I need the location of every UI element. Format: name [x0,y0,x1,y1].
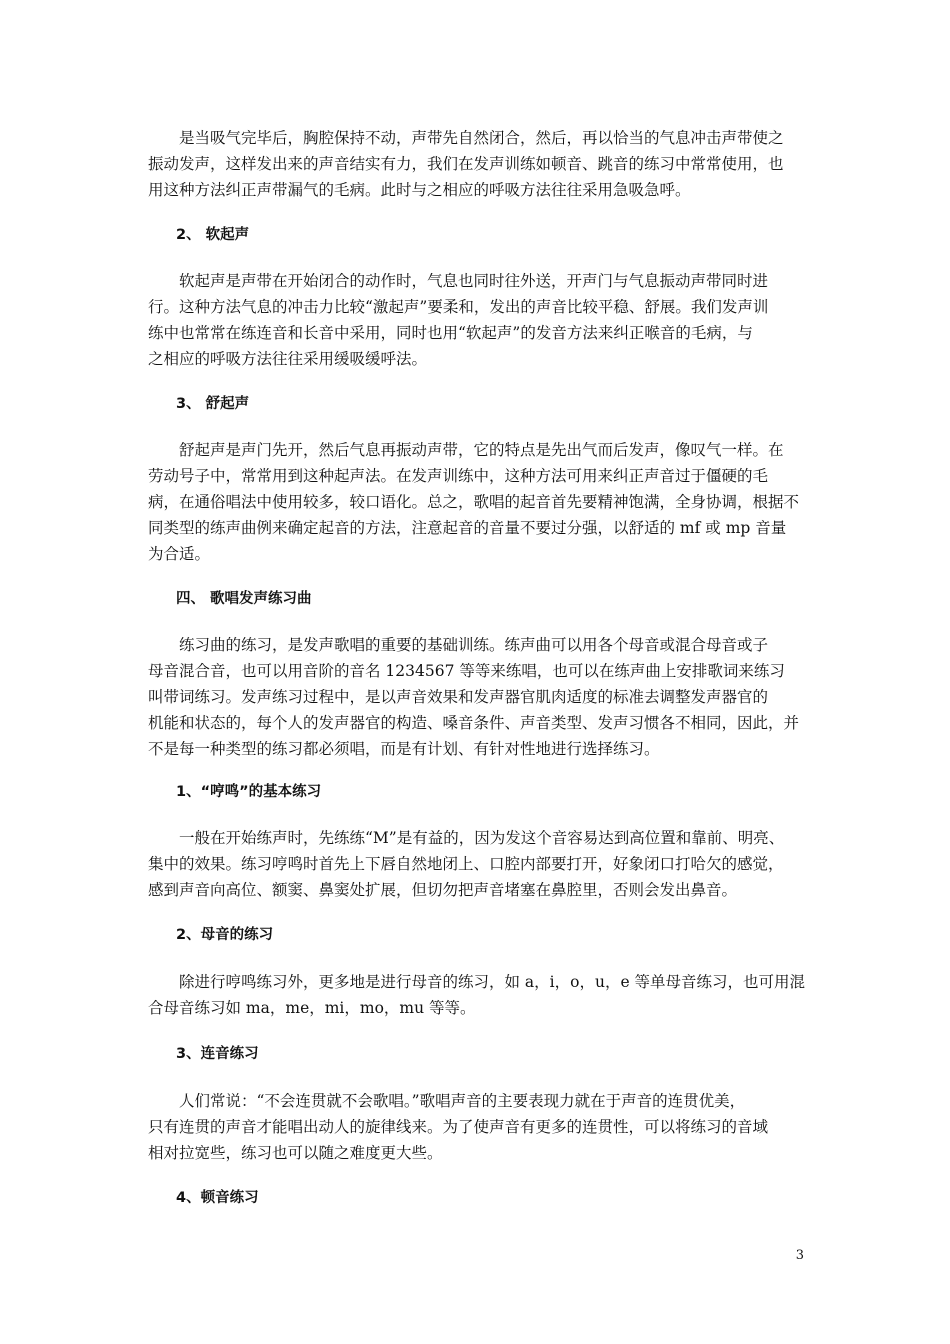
heading-vowel-practice: 2、母音的练习 [176,927,274,943]
heading-soft-onset: 2、 软起声 [176,227,250,243]
paragraph-hard-onset-continued [148,125,808,203]
paragraph-breathy-onset [148,437,808,567]
text-line: 叫带词练习。发声练习过程中，是以声音效果和发声器官肌肉适度的标准去调整发声器官的 [148,688,769,706]
text-line: 舒起声是声门先开，然后气息再振动声带，它的特点是先出气而后发声，像叹气一样。在 [179,441,784,459]
text-line: 相对拉宽些，练习也可以随之难度更大些。 [148,1144,443,1162]
heading-breathy-onset: 3、 舒起声 [176,396,250,412]
text-line: 人们常说：“不会连贯就不会歌唱。”歌唱声音的主要表现力就在于声音的连贯优美， [179,1092,746,1110]
heading-staccato-practice: 4、顿音练习 [176,1190,259,1206]
paragraph-legato-practice [148,1088,808,1166]
text-line: 是当吸气完毕后，胸腔保持不动，声带先自然闭合，然后，再以恰当的气息冲击声带使之 [179,129,784,147]
text-line: 劳动号子中，常常用到这种起声法。在发声训练中，这种方法可用来纠正声音过于僵硬的毛 [148,467,769,485]
text-line: 振动发声，这样发出来的声音结实有力，我们在发声训练如顿音、跳音的练习中常常使用，也 [148,155,784,173]
paragraph-soft-onset [148,268,808,372]
text-line: 为合适。 [148,545,211,563]
text-line: 行。这种方法气息的冲击力比较“激起声”要柔和，发出的声音比较平稳、舒展。我们发声训 [148,298,769,316]
paragraph-vocal-exercises [148,632,808,762]
text-line: 之相应的呼吸方法往往采用缓吸缓呼法。 [148,350,428,368]
heading-legato-practice: 3、连音练习 [176,1046,259,1062]
text-line: 母音混合音，也可以用音阶的音名 1234567 等等来练唱，也可以在练声曲上安排歌词来练习 [148,662,785,680]
paragraph-vowel-practice [148,969,808,1021]
heading-vocal-exercises: 四、 歌唱发声练习曲 [176,591,312,607]
text-line: 一般在开始练声时，先练练“M”是有益的，因为发这个音容易达到高位置和靠前、明亮、 [179,829,785,847]
text-line: 除进行哼鸣练习外，更多地是进行母音的练习，如 a，i，o，u，e 等单母音练习，也可用混 [179,973,806,991]
text-line: 同类型的练声曲例来确定起音的方法，注意起音的音量不要过分强，以舒适的 mf 或 mp 音量 [148,519,787,537]
paragraph-humming [148,825,808,903]
text-line: 集中的效果。练习哼鸣时首先上下唇自然地闭上、口腔内部要打开，好象闭口打哈欠的感觉， [148,855,784,873]
heading-humming: 1、“哼鸣”的基本练习 [176,784,322,800]
text-line: 练习曲的练习，是发声歌唱的重要的基础训练。练声曲可以用各个母音或混合母音或子 [179,636,769,654]
page-number: 3 [795,1248,804,1263]
text-line: 病，在通俗唱法中使用较多，较口语化。总之，歌唱的起音首先要精神饱满，全身协调，根据不 [148,493,800,511]
text-line: 用这种方法纠正声带漏气的毛病。此时与之相应的呼吸方法往往采用急吸急呼。 [148,181,691,199]
text-line: 只有连贯的声音才能唱出动人的旋律线来。为了使声音有更多的连贯性，可以将练习的音域 [148,1118,769,1136]
text-line: 感到声音向高位、额窦、鼻窦处扩展，但切勿把声音堵塞在鼻腔里，否则会发出鼻音。 [148,881,738,899]
text-line: 软起声是声带在开始闭合的动作时，气息也同时往外送，开声门与气息振动声带同时进 [179,272,769,290]
text-line: 练中也常常在练连音和长音中采用，同时也用“软起声”的发音方法来纠正喉音的毛病，与 [148,324,753,342]
text-line: 合母音练习如 ma，me，mi，mo，mu 等等。 [148,999,476,1017]
text-line: 机能和状态的，每个人的发声器官的构造、嗓音条件、声音类型、发声习惯各不相同，因此，并 [148,714,800,732]
text-line: 不是每一种类型的练习都必须唱，而是有计划、有针对性地进行选择练习。 [148,740,660,758]
